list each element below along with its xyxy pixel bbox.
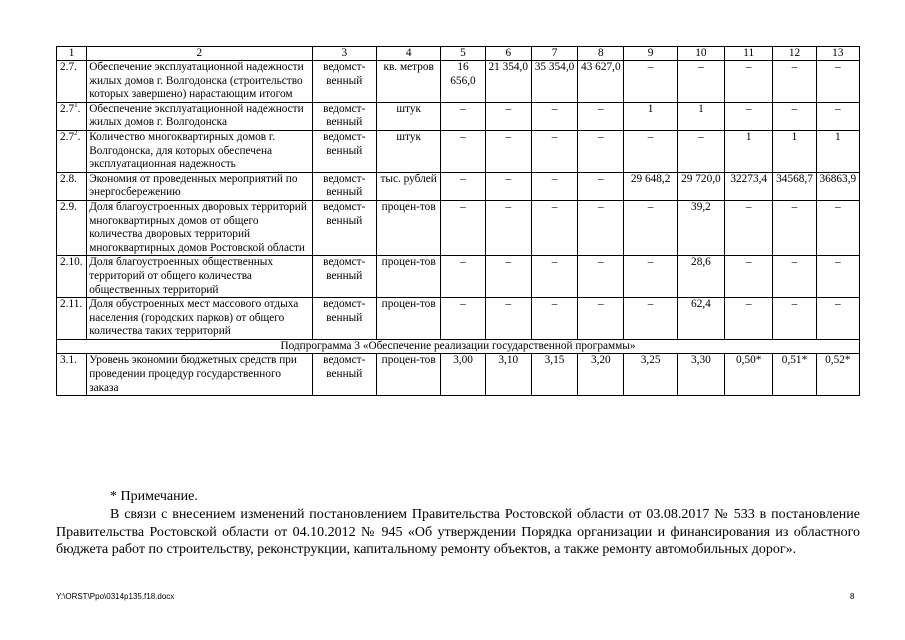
row-number xyxy=(57,298,87,340)
indicator-type: ведомст-венный xyxy=(312,102,376,130)
indicator-type: ведомст-венный xyxy=(312,298,376,340)
indicator-value: – xyxy=(725,200,773,255)
indicator-value: 34568,7 xyxy=(773,172,816,200)
header-row xyxy=(57,47,860,61)
column-header: 6 xyxy=(485,47,531,61)
column-header: 1 xyxy=(57,47,87,61)
indicator-value: 3,20 xyxy=(578,354,624,396)
indicator-value: 1 xyxy=(624,102,677,130)
indicator-value: 29 648,2 xyxy=(624,172,677,200)
indicator-value: – xyxy=(773,256,816,298)
indicator-value: – xyxy=(725,298,773,340)
table-row xyxy=(57,298,860,340)
indicator-value: – xyxy=(441,298,485,340)
indicator-value: – xyxy=(578,200,624,255)
indicator-value: 43 627,0 xyxy=(578,61,624,103)
indicator-value: – xyxy=(725,256,773,298)
indicator-value: – xyxy=(725,61,773,103)
column-header: 4 xyxy=(376,47,440,61)
indicators-table xyxy=(56,46,860,396)
indicator-value: 35 354,0 xyxy=(531,61,577,103)
table-row xyxy=(57,172,860,200)
indicator-value: – xyxy=(441,172,485,200)
table-row xyxy=(57,130,860,172)
indicator-value: – xyxy=(485,298,531,340)
indicator-value: – xyxy=(725,102,773,130)
row-number-text: 2.9. xyxy=(60,200,77,213)
indicator-name: Экономия от проведенных мероприятий по энергосбережению xyxy=(87,172,312,200)
unit-of-measure: процен-тов xyxy=(376,354,440,396)
column-header: 11 xyxy=(725,47,773,61)
indicator-name: Доля благоустроенных общественных территорий от общего количества общественных территорий xyxy=(87,256,312,298)
unit-of-measure: тыс. рублей xyxy=(376,172,440,200)
indicator-value: – xyxy=(773,298,816,340)
note-text: В связи с внесением изменений постановлением Правительства Ростовской области от 03.08.2017 № 533 в постановление Правительства Ростовской области от 04.10.2012 № 945 «Об утверждении Порядка организации и финансирования из областного бюджета работ по строительству, реконструкции, капитальному ремонту объектов, а также ремонту автомобильных дорог». xyxy=(56,507,860,557)
column-header: 7 xyxy=(531,47,577,61)
indicator-value: – xyxy=(485,200,531,255)
indicator-value: – xyxy=(677,61,724,103)
row-number: $2.7^1$. xyxy=(57,102,87,130)
indicator-type: ведомст-венный xyxy=(312,256,376,298)
indicator-value: 3,30 xyxy=(677,354,724,396)
indicator-value: – xyxy=(773,61,816,103)
indicator-value: – xyxy=(773,200,816,255)
indicator-value: 21 354,0 xyxy=(485,61,531,103)
indicator-value: – xyxy=(624,200,677,255)
indicator-value: – xyxy=(485,256,531,298)
subprogram-title: Подпрограмма 3 «Обеспечение реализации государственной программы» xyxy=(57,339,860,354)
column-header: 13 xyxy=(816,47,859,61)
row-number xyxy=(57,61,87,103)
indicator-value: – xyxy=(773,102,816,130)
indicator-value: 3,15 xyxy=(531,354,577,396)
indicator-value: – xyxy=(624,130,677,172)
indicator-value: – xyxy=(531,172,577,200)
indicator-name: Доля обустроенных мест массового отдыха населения (городских парков) от общего количества таких территорий xyxy=(87,298,312,340)
column-header: 12 xyxy=(773,47,816,61)
indicator-name: Обеспечение эксплуатационной надежности жилых домов г. Волгодонска xyxy=(87,102,312,130)
row-number-text: 3.1. xyxy=(60,354,77,367)
row-number-superscript: 2 xyxy=(74,129,78,138)
indicator-type: ведомст-венный xyxy=(312,200,376,255)
indicator-value: – xyxy=(485,130,531,172)
table-row xyxy=(57,256,860,298)
indicator-value: – xyxy=(531,130,577,172)
indicator-value: – xyxy=(485,102,531,130)
unit-of-measure: процен-тов xyxy=(376,200,440,255)
indicator-value: 39,2 xyxy=(677,200,724,255)
unit-of-measure: кв. метров xyxy=(376,61,440,103)
column-header: 3 xyxy=(312,47,376,61)
indicator-type: ведомст-венный xyxy=(312,61,376,103)
indicator-value: 0,52* xyxy=(816,354,859,396)
unit-of-measure: штук xyxy=(376,130,440,172)
indicator-name: Количество многоквартирных домов г. Волгодонска, для которых обеспечена эксплуатационная надежность xyxy=(87,130,312,172)
indicator-value: 62,4 xyxy=(677,298,724,340)
footer-file-path: Y:\ORST\Ppo\0314p135.f18.docx xyxy=(56,592,175,601)
indicator-value: – xyxy=(485,172,531,200)
indicator-value: 3,10 xyxy=(485,354,531,396)
indicator-value: – xyxy=(441,200,485,255)
row-number-text: 2.7 xyxy=(60,130,75,143)
indicator-value: – xyxy=(531,200,577,255)
indicator-name: Доля благоустроенных дворовых территорий многоквартирных домов от общего количества дворовых территорий многоквартирных домов Ростовской области xyxy=(87,200,312,255)
indicator-value: – xyxy=(816,102,859,130)
indicator-value: – xyxy=(441,102,485,130)
indicator-value: – xyxy=(578,130,624,172)
row-number xyxy=(57,172,87,200)
indicator-name: Уровень экономии бюджетных средств при проведении процедур государственного заказа xyxy=(87,354,312,396)
row-number-text: 2.7. xyxy=(60,61,77,73)
table-row xyxy=(57,200,860,255)
indicator-value: – xyxy=(578,298,624,340)
indicator-value: 3,25 xyxy=(624,354,677,396)
indicator-value: 3,00 xyxy=(441,354,485,396)
indicator-value: – xyxy=(531,256,577,298)
row-number xyxy=(57,256,87,298)
indicator-value: – xyxy=(441,256,485,298)
indicator-value: 16 656,0 xyxy=(441,61,485,103)
indicator-value: 0,50* xyxy=(725,354,773,396)
indicator-value: 28,6 xyxy=(677,256,724,298)
unit-of-measure: процен-тов xyxy=(376,298,440,340)
column-header: 9 xyxy=(624,47,677,61)
row-number-text: 2.10. xyxy=(60,256,83,269)
row-number: $2.7^2$. xyxy=(57,130,87,172)
indicator-value: – xyxy=(531,102,577,130)
indicator-value: 1 xyxy=(677,102,724,130)
indicator-value: – xyxy=(578,256,624,298)
indicator-type: ведомст-венный xyxy=(312,172,376,200)
indicator-value: – xyxy=(624,298,677,340)
indicator-value: – xyxy=(624,256,677,298)
column-header: 2 xyxy=(87,47,312,61)
indicator-value: – xyxy=(531,298,577,340)
indicator-value: 0,51* xyxy=(773,354,816,396)
unit-of-measure: процен-тов xyxy=(376,256,440,298)
indicator-value: 29 720,0 xyxy=(677,172,724,200)
row-number-text: 2.11. xyxy=(60,298,83,311)
column-header: 10 xyxy=(677,47,724,61)
table-row xyxy=(57,102,860,130)
indicator-value: – xyxy=(624,61,677,103)
indicator-value: 1 xyxy=(773,130,816,172)
row-number-text: 2.8. xyxy=(60,172,77,185)
footer-page-number: 8 xyxy=(850,592,855,601)
subprogram-row xyxy=(57,339,860,354)
table-row xyxy=(57,354,860,396)
unit-of-measure: штук xyxy=(376,102,440,130)
indicator-value: 36863,9 xyxy=(816,172,859,200)
indicator-value: 1 xyxy=(816,130,859,172)
note-title: * Примечание. xyxy=(110,489,198,504)
indicator-type: ведомст-венный xyxy=(312,354,376,396)
indicator-value: – xyxy=(578,102,624,130)
row-number-text: 2.7 xyxy=(60,102,75,115)
row-number-superscript: 1 xyxy=(74,101,78,110)
indicator-value: – xyxy=(677,130,724,172)
column-header: 5 xyxy=(441,47,485,61)
indicator-value: 32273,4 xyxy=(725,172,773,200)
column-header: 8 xyxy=(578,47,624,61)
row-number xyxy=(57,200,87,255)
indicator-value: – xyxy=(441,130,485,172)
indicator-value: – xyxy=(578,172,624,200)
indicator-value: – xyxy=(816,256,859,298)
indicator-value: 1 xyxy=(725,130,773,172)
table-row xyxy=(57,61,860,103)
indicator-type: ведомст-венный xyxy=(312,130,376,172)
row-number xyxy=(57,354,87,396)
indicator-name: Обеспечение эксплуатационной надежности жилых домов г. Волгодонска (строительство которых завершено) нарастающим итогом xyxy=(87,61,312,103)
indicator-value: – xyxy=(816,61,859,103)
indicator-value: – xyxy=(816,298,859,340)
indicator-value: – xyxy=(816,200,859,255)
